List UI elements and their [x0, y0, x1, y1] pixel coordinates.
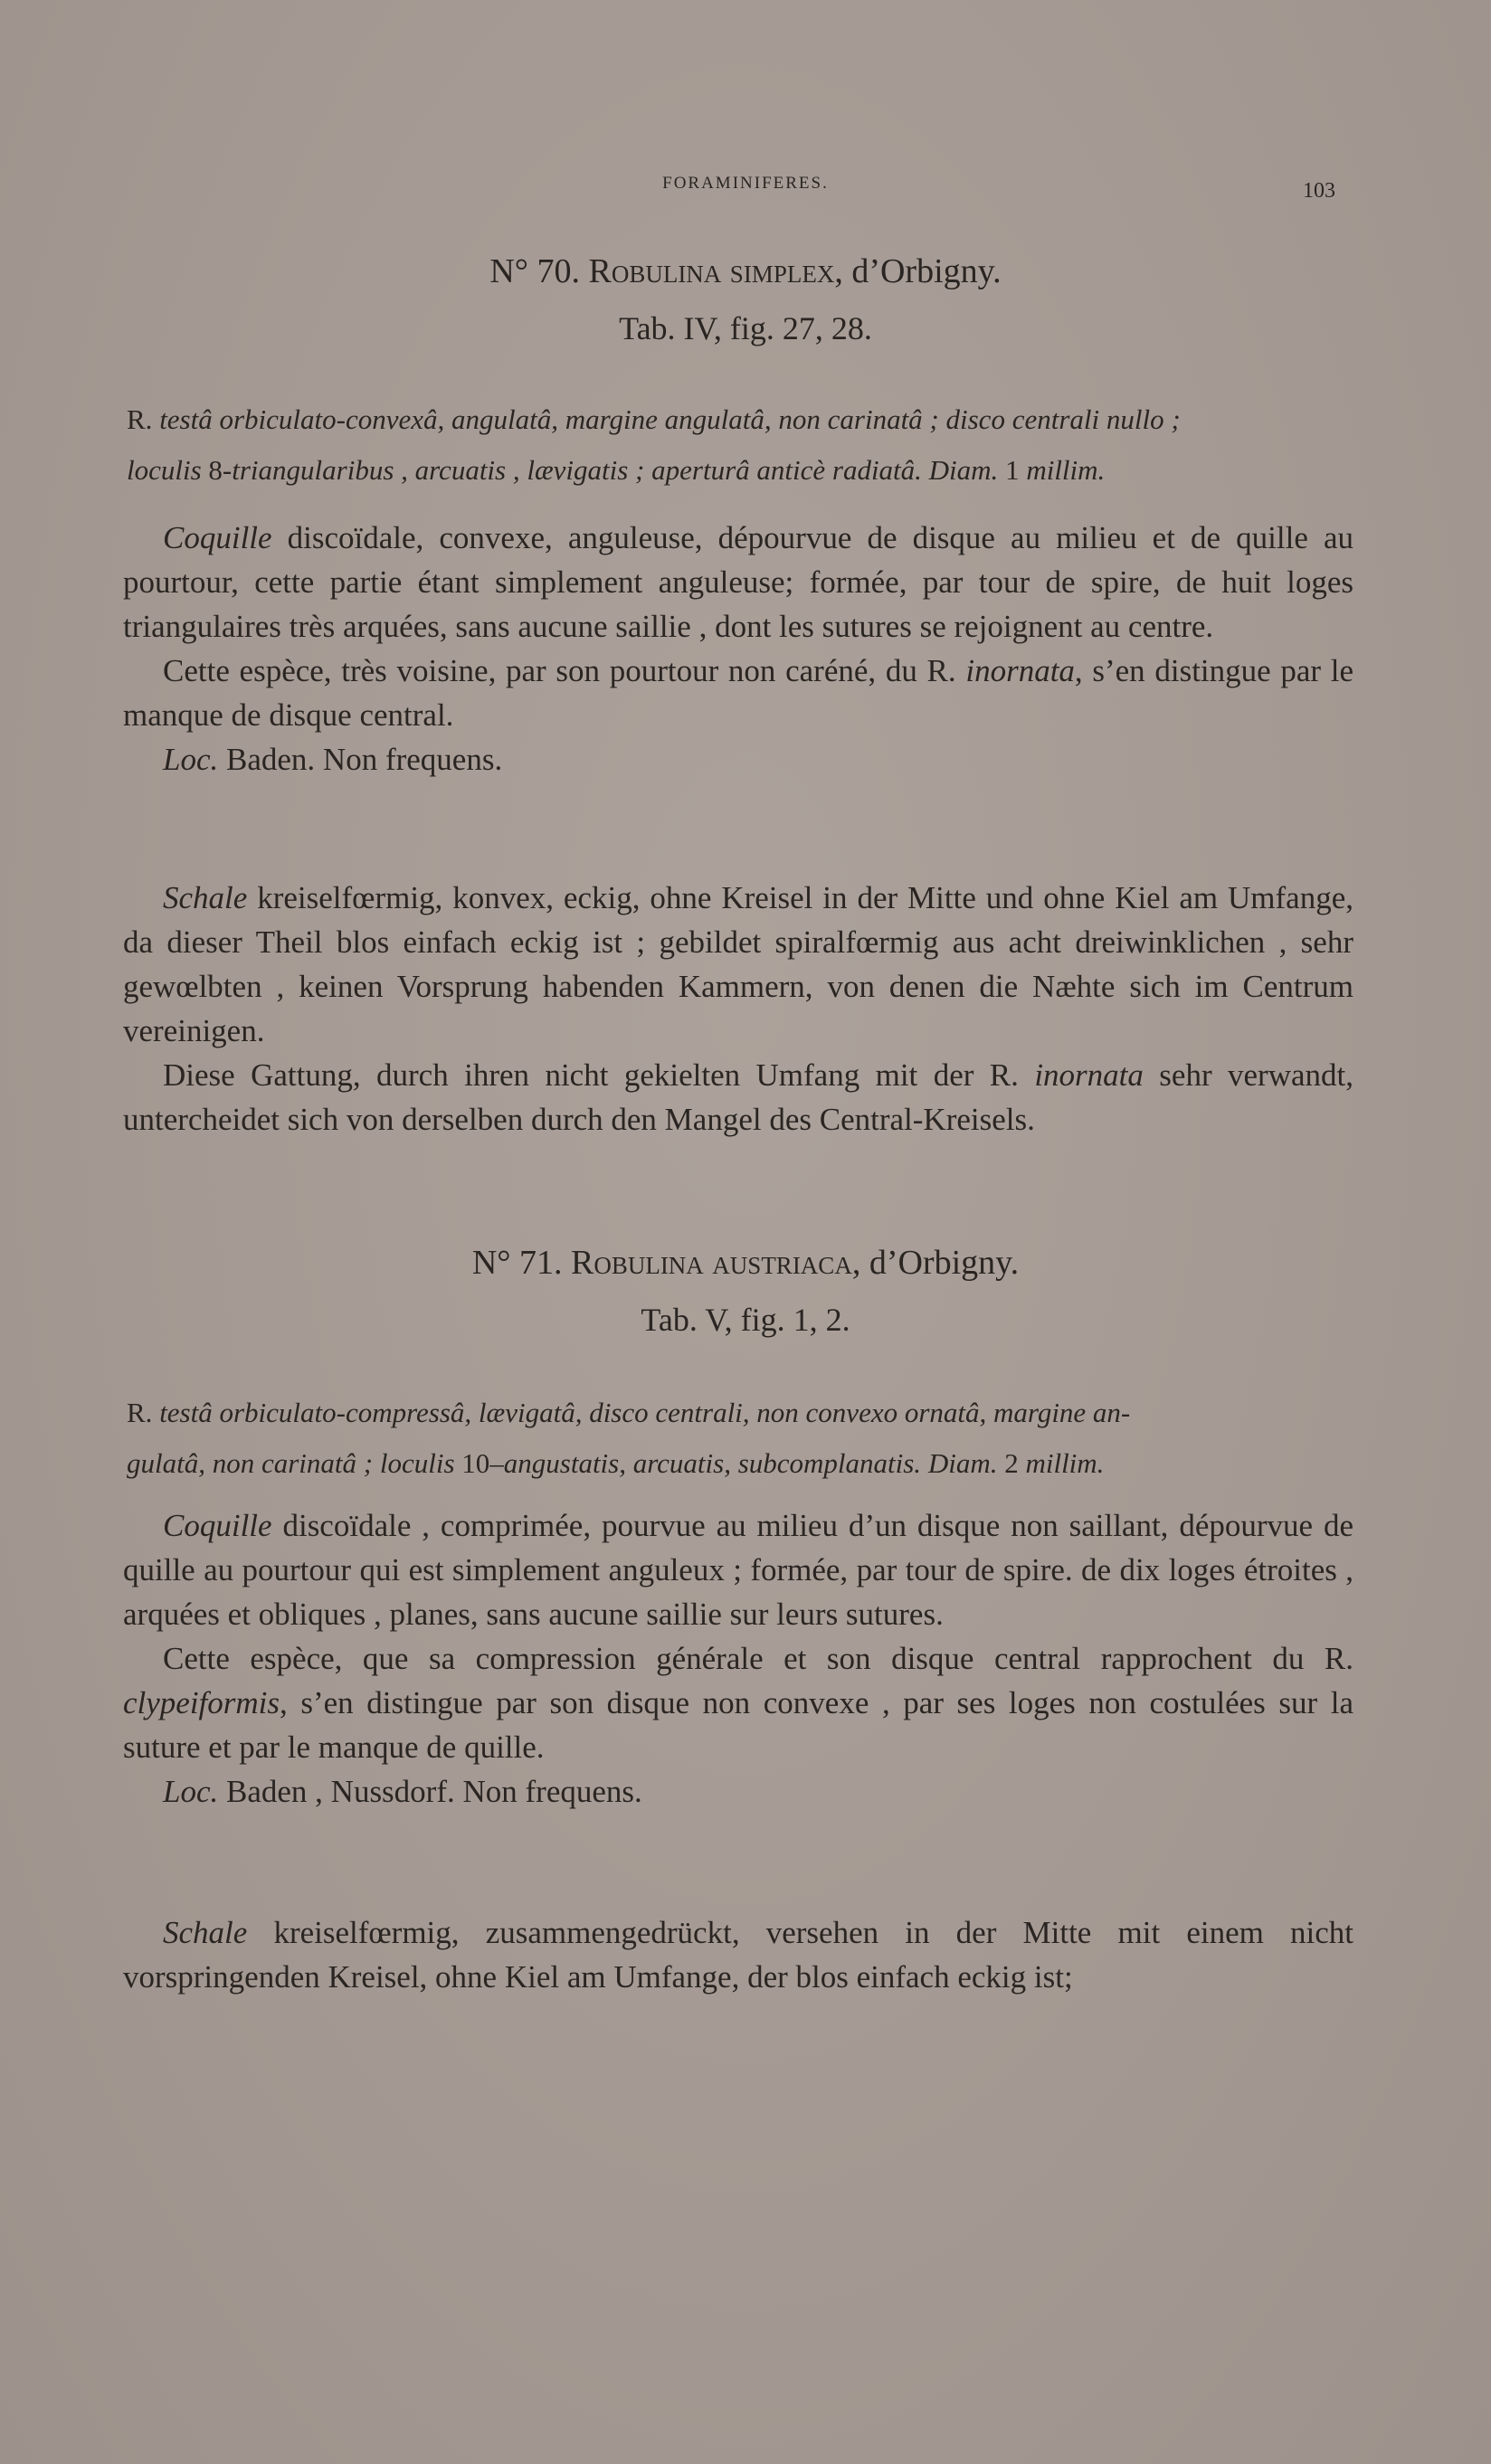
species-71-latin-text-2c: angustatis, arcuatis, subcomplanatis. [503, 1447, 922, 1479]
species-70-french-lead: Coquille [163, 520, 272, 555]
species-71-latin-text-2a: gulatâ, non carinatâ ; loculis [127, 1447, 455, 1479]
species-70-latin-text-1: testâ orbiculato-convexâ, angulatâ, margine angulatâ, non carinatâ ; disco centrali nullo ; [159, 403, 1181, 435]
species-70-german-text-2b: sehr verwandt, untercheidet sich von derselben durch den Mangel des Central-Kreisels. [123, 1057, 1353, 1137]
species-70-french-locality [123, 737, 1353, 782]
species-70-latin-line-1 [127, 394, 1348, 445]
species-71-diam-label: Diam. [927, 1447, 998, 1479]
species-71-french-loc-text: Baden , Nussdorf. Non frequens. [218, 1774, 642, 1809]
species-70-latin-text-2c: triangularibus , arcuatis , lævigatis ; aperturâ anticè radiatâ. [232, 454, 922, 486]
genus-abbreviation: R. [127, 1397, 153, 1428]
species-70-french-paragraph-2 [123, 649, 1353, 737]
species-70-french-loc-text: Baden. Non frequens. [218, 742, 503, 777]
species-70-french-description [123, 516, 1353, 782]
species-71-french-lead: Coquille [163, 1508, 272, 1543]
page-number: 103 [1303, 179, 1335, 203]
species-70-french-text-2a: Cette espèce, très voisine, par son pourtour non caréné, du R. [163, 653, 956, 688]
running-head: FORAMINIFERES. [662, 174, 829, 193]
species-70-german-text-2a: Diese Gattung, durch ihren nicht gekielten Umfang mit der R. [163, 1057, 1019, 1093]
species-71-plate-reference: Tab. V, fig. 1, 2. [641, 1302, 850, 1338]
species-71-latin-line-2 [127, 1438, 1348, 1489]
species-71-french-species-ref: clypeiformis [123, 1685, 280, 1720]
species-70-plate-reference: Tab. IV, fig. 27, 28. [619, 310, 872, 346]
species-70-diam-unit: millim. [1026, 454, 1106, 486]
species-70-german-paragraph-1 [123, 876, 1353, 1053]
species-70-latin-diagnosis [127, 394, 1348, 496]
species-71-author: , d’Orbigny. [851, 1244, 1020, 1282]
species-70-diam-value: 1 [1005, 454, 1020, 486]
species-70-german-species-ref: inornata [1034, 1057, 1144, 1093]
species-70-german-text-1: kreiselfœrmig, konvex, eckig, ohne Kreisel in der Mitte und ohne Kiel am Umfange, da dieser Theil blos einfach eckig ist ; gebildet spiralfœrmig aus acht dreiwinklichen , sehr gewœlbten , keinen Vorsprung habenden Kammern, von denen die Næhte sich im Centrum vereinigen. [123, 880, 1353, 1048]
species-71-french-description [123, 1503, 1353, 1814]
species-70-name: Robulina simplex [588, 252, 835, 290]
species-70-number: N° 70. [489, 252, 580, 290]
species-71-french-text-2a: Cette espèce, que sa compression générale et son disque central rapprochent du R. [163, 1641, 1353, 1676]
species-71-french-text-1: discoïdale , comprimée, pourvue au milieu d’un disque non saillant, dépourvue de quille au pourtour qui est simplement anguleux ; formée, par tour de spire. de dix loges étroites , arquées et obliques , planes, sans aucune saillie sur leurs sutures. [123, 1508, 1353, 1632]
species-71-french-paragraph-2 [123, 1636, 1353, 1769]
species-71-german-text-1: kreiselfœrmig, zusammengedrückt, versehen in der Mitte mit einem nicht vorspringenden Kreisel, ohne Kiel am Umfange, der blos einfach eckig ist; [123, 1915, 1353, 1995]
species-71-name: Robulina austriaca [570, 1244, 852, 1282]
species-71-french-loc-label: Loc. [163, 1774, 219, 1809]
species-70-french-species-ref: inornata [965, 653, 1075, 688]
species-71-french-locality [123, 1769, 1353, 1814]
species-71-diam-value: 2 [1004, 1447, 1019, 1479]
species-70-german-paragraph-2 [123, 1053, 1353, 1142]
species-71-loculi-count: 10– [461, 1447, 504, 1479]
species-70-latin-text-2a: loculis [127, 454, 202, 486]
species-71-french-text-2b: , s’en distingue par son disque non convexe , par ses loges non costulées sur la suture et par le manque de quille. [123, 1685, 1353, 1765]
species-71-latin-text-1: testâ orbiculato-compressâ, lævigatâ, disco centrali, non convexo ornatâ, margine an- [159, 1397, 1131, 1428]
species-71-french-paragraph-1 [123, 1503, 1353, 1636]
species-71-diam-unit: millim. [1025, 1447, 1105, 1479]
species-70-french-paragraph-1 [123, 516, 1353, 649]
species-71-german-description [123, 1910, 1353, 1999]
species-71-german-lead: Schale [163, 1915, 248, 1950]
species-71-number: N° 71. [471, 1244, 563, 1282]
genus-abbreviation: R. [127, 403, 153, 435]
species-70-german-lead: Schale [163, 880, 248, 915]
species-70-french-text-1: discoïdale, convexe, anguleuse, dépourvue de disque au milieu et de quille au pourtour, cette partie étant simplement anguleuse; formée, par tour de spire, de huit loges triangulaires très arquées, sans aucune saillie , dont les sutures se rejoignent au centre. [123, 520, 1353, 644]
species-70-latin-line-2 [127, 445, 1348, 496]
species-71-german-paragraph-1 [123, 1910, 1353, 1999]
species-70-diam-label: Diam. [928, 454, 999, 486]
species-70-author: , d’Orbigny. [834, 252, 1002, 290]
species-71-latin-line-1 [127, 1388, 1348, 1438]
species-70-french-loc-label: Loc. [163, 742, 219, 777]
species-70-german-description [123, 876, 1353, 1142]
species-70-heading [0, 251, 1491, 291]
species-70-loculi-count: 8- [208, 454, 233, 486]
species-71-heading [0, 1243, 1491, 1283]
species-71-latin-diagnosis [127, 1388, 1348, 1489]
species-70-french-text-2b: , s’en distingue par le manque de disque central. [123, 653, 1354, 733]
